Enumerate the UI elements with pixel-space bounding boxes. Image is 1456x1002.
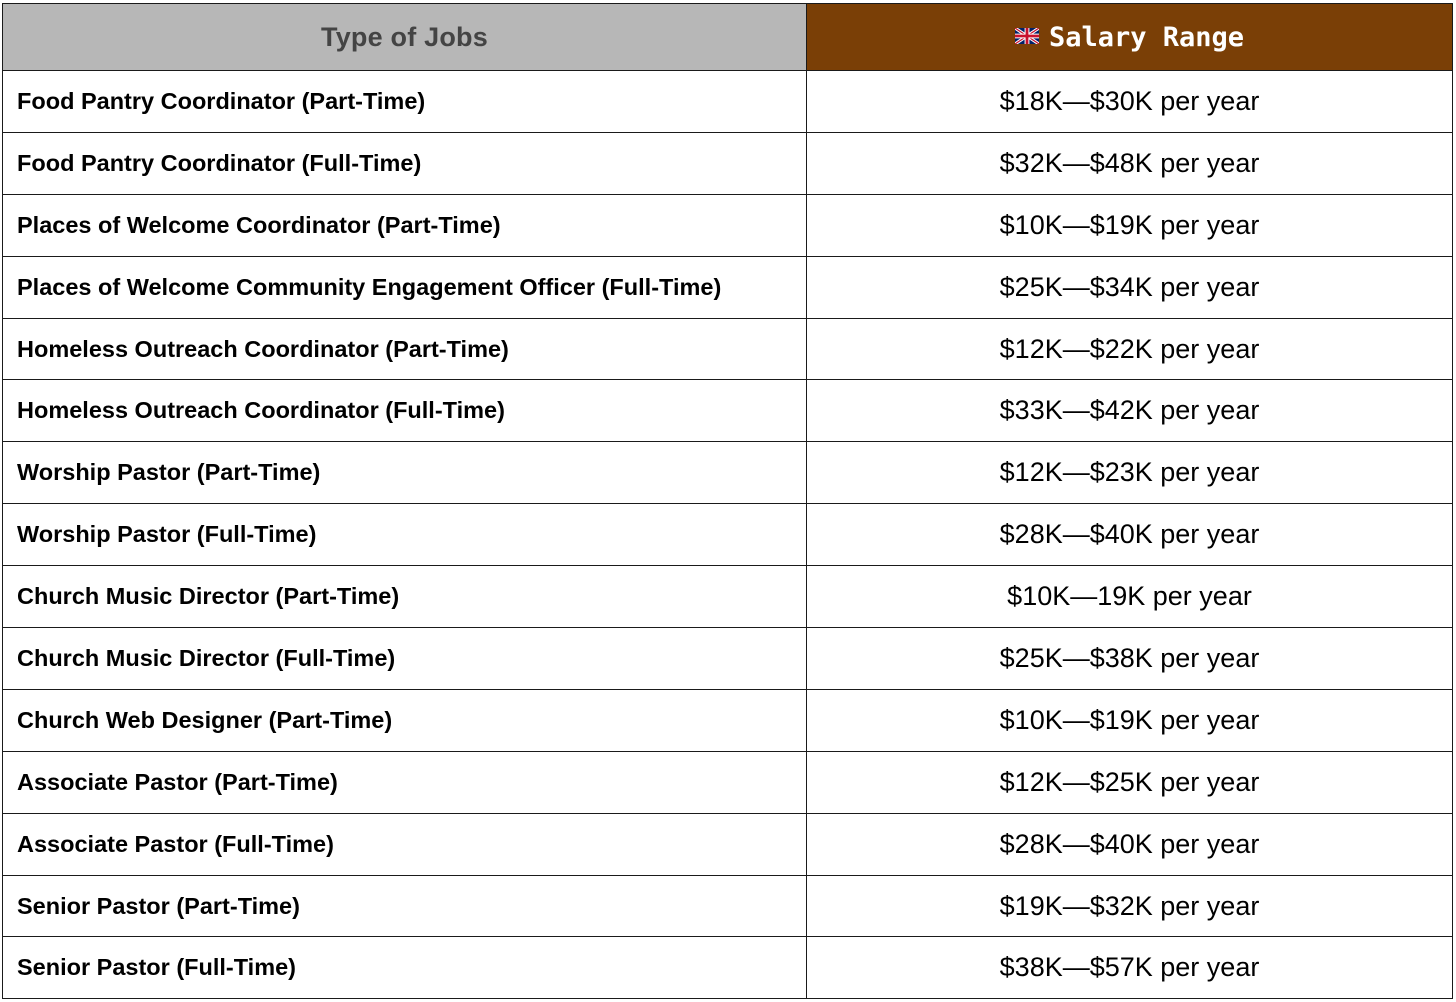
- table-row: [3, 689, 1453, 751]
- job-type-cell: Church Music Director (Full-Time): [3, 628, 807, 690]
- table-header: [3, 4, 1453, 71]
- salary-range-cell: $28K—$40K per year: [807, 504, 1453, 566]
- table-row: [3, 751, 1453, 813]
- job-type-cell: Senior Pastor (Part-Time): [3, 875, 807, 937]
- table-row: [3, 442, 1453, 504]
- job-type-cell: Church Web Designer (Part-Time): [3, 689, 807, 751]
- salary-range-cell: $28K—$40K per year: [807, 813, 1453, 875]
- table-row: [3, 256, 1453, 318]
- salary-range-cell: $33K—$42K per year: [807, 380, 1453, 442]
- job-type-cell: Places of Welcome Coordinator (Part-Time): [3, 194, 807, 256]
- job-type-cell: Worship Pastor (Part-Time): [3, 442, 807, 504]
- table-body: [3, 71, 1453, 999]
- uk-flag-icon: [1015, 28, 1039, 44]
- salary-range-cell: $38K—$57K per year: [807, 937, 1453, 999]
- salary-range-cell: $12K—$22K per year: [807, 318, 1453, 380]
- header-row: [3, 4, 1453, 71]
- job-type-cell: Places of Welcome Community Engagement Officer (Full-Time): [3, 256, 807, 318]
- salary-table: [2, 3, 1453, 999]
- job-type-cell: Worship Pastor (Full-Time): [3, 504, 807, 566]
- job-type-cell: Food Pantry Coordinator (Part-Time): [3, 71, 807, 133]
- salary-range-cell: $10K—$19K per year: [807, 689, 1453, 751]
- salary-range-cell: $10K—19K per year: [807, 566, 1453, 628]
- job-type-cell: Church Music Director (Part-Time): [3, 566, 807, 628]
- job-type-header: [3, 4, 807, 71]
- salary-range-cell: $19K—$32K per year: [807, 875, 1453, 937]
- table-row: [3, 937, 1453, 999]
- job-type-cell: Senior Pastor (Full-Time): [3, 937, 807, 999]
- salary-range-cell: $25K—$38K per year: [807, 628, 1453, 690]
- job-type-cell: Homeless Outreach Coordinator (Part-Time): [3, 318, 807, 380]
- salary-range-cell: $12K—$25K per year: [807, 751, 1453, 813]
- job-type-cell: Associate Pastor (Full-Time): [3, 813, 807, 875]
- job-type-cell: Homeless Outreach Coordinator (Full-Time): [3, 380, 807, 442]
- table-row: [3, 194, 1453, 256]
- salary-range-header: [807, 4, 1453, 71]
- table-row: [3, 132, 1453, 194]
- salary-range-cell: $12K—$23K per year: [807, 442, 1453, 504]
- table-row: [3, 628, 1453, 690]
- table-row: [3, 813, 1453, 875]
- salary-range-cell: $10K—$19K per year: [807, 194, 1453, 256]
- job-type-header-label: Type of Jobs: [321, 21, 488, 52]
- table-row: [3, 318, 1453, 380]
- job-type-cell: Associate Pastor (Part-Time): [3, 751, 807, 813]
- job-type-cell: Food Pantry Coordinator (Full-Time): [3, 132, 807, 194]
- table-row: [3, 566, 1453, 628]
- salary-range-header-label: Salary Range: [1048, 21, 1245, 53]
- table-row: [3, 875, 1453, 937]
- salary-range-cell: $25K—$34K per year: [807, 256, 1453, 318]
- table-row: [3, 504, 1453, 566]
- table-row: [3, 71, 1453, 133]
- salary-range-cell: $18K—$30K per year: [807, 71, 1453, 133]
- salary-range-cell: $32K—$48K per year: [807, 132, 1453, 194]
- table-row: [3, 380, 1453, 442]
